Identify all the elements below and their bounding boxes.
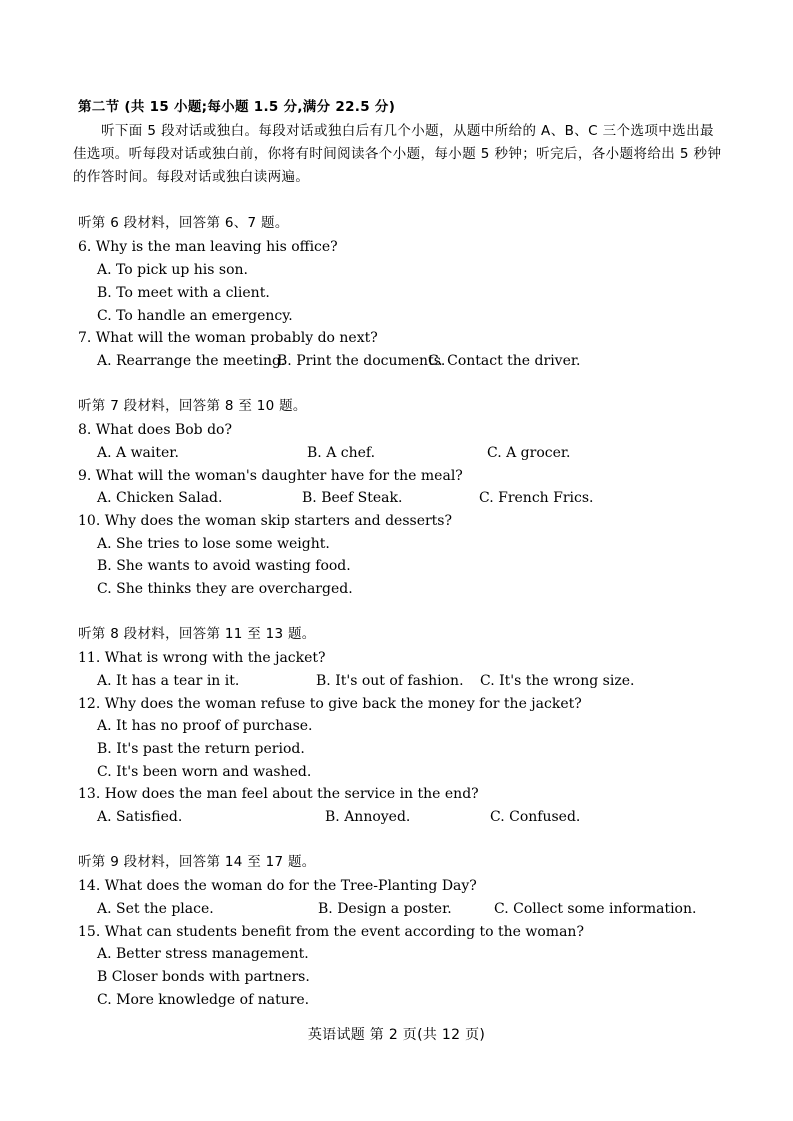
option-b: B. It's past the return period. (97, 741, 305, 757)
option-c: C. Collect some information. (494, 901, 697, 917)
option-a: A. Better stress management. (97, 946, 309, 962)
option-b: B Closer bonds with partners. (97, 969, 310, 985)
option-a: A. A waiter. (97, 445, 179, 461)
option-c: C. Confused. (490, 809, 581, 825)
option-c: C. To handle an emergency. (97, 308, 293, 324)
option-b: B. A chef. (307, 445, 376, 461)
group-heading: 听第 8 段材料，回答第 11 至 13 题。 (78, 626, 316, 642)
question-stem: 14. What does the woman do for the Tree-Planting Day? (78, 878, 477, 894)
option-c: C. It's been worn and washed. (97, 764, 312, 780)
question-stem: 10. Why does the woman skip starters and desserts? (78, 513, 453, 529)
option-b: B. Design a poster. (318, 901, 452, 917)
group-heading: 听第 7 段材料，回答第 8 至 10 题。 (78, 398, 307, 414)
option-c: C. She thinks they are overcharged. (97, 581, 353, 597)
question-stem: 8. What does Bob do? (78, 422, 232, 438)
option-a: A. Chicken Salad. (97, 490, 223, 506)
option-c: C. More knowledge of nature. (97, 992, 310, 1008)
option-b: B. Beef Steak. (302, 490, 403, 506)
option-a: A. It has no proof of purchase. (97, 718, 313, 734)
option-c: C. Contact the driver. (428, 353, 581, 369)
option-b: B. It's out of fashion. (316, 673, 464, 689)
question-stem: 15. What can students benefit from the event according to the woman? (78, 924, 584, 940)
question-stem: 13. How does the man feel about the service in the end? (78, 786, 479, 802)
group-heading: 听第 9 段材料，回答第 14 至 17 题。 (78, 854, 316, 870)
question-stem: 12. Why does the woman refuse to give back the money for the jacket? (78, 696, 582, 712)
option-c: C. It's the wrong size. (480, 673, 635, 689)
question-stem: 6. Why is the man leaving his office? (78, 239, 338, 255)
option-a: A. She tries to lose some weight. (97, 536, 330, 552)
group-heading: 听第 6 段材料，回答第 6、7 题。 (78, 215, 289, 231)
option-b: B. To meet with a client. (97, 285, 270, 301)
section-title: 第二节 (共 15 小题;每小题 1.5 分,满分 22.5 分) (78, 99, 396, 115)
option-a: A. To pick up his son. (97, 262, 248, 278)
section-instructions: 听下面 5 段对话或独白。每段对话或独白后有几个小题，从题中所给的 A、B、C 三个选项中选出最佳选项。听每段对话或独白前，你将有时间阅读各个小题，每小题 5 秒钟；听完后，各小题将给出 5 秒钟的作答时间。每段对话或独白读两遍。 (73, 123, 722, 185)
option-b: B. Annoyed. (325, 809, 411, 825)
option-b: B. Print the documents. (277, 353, 446, 369)
option-a: A. Rearrange the meeting. (97, 353, 286, 369)
option-a: A. Satisfied. (97, 809, 183, 825)
question-stem: 11. What is wrong with the jacket? (78, 650, 326, 666)
option-b: B. She wants to avoid wasting food. (97, 558, 351, 574)
option-c: C. French Frics. (479, 490, 594, 506)
option-a: A. Set the place. (97, 901, 214, 917)
option-a: A. It has a tear in it. (97, 673, 240, 689)
question-stem: 9. What will the woman's daughter have for the meal? (78, 468, 463, 484)
option-c: C. A grocer. (487, 445, 571, 461)
page-footer: 英语试题 第 2 页(共 12 页) (307, 1027, 486, 1043)
question-stem: 7. What will the woman probably do next? (78, 330, 378, 346)
